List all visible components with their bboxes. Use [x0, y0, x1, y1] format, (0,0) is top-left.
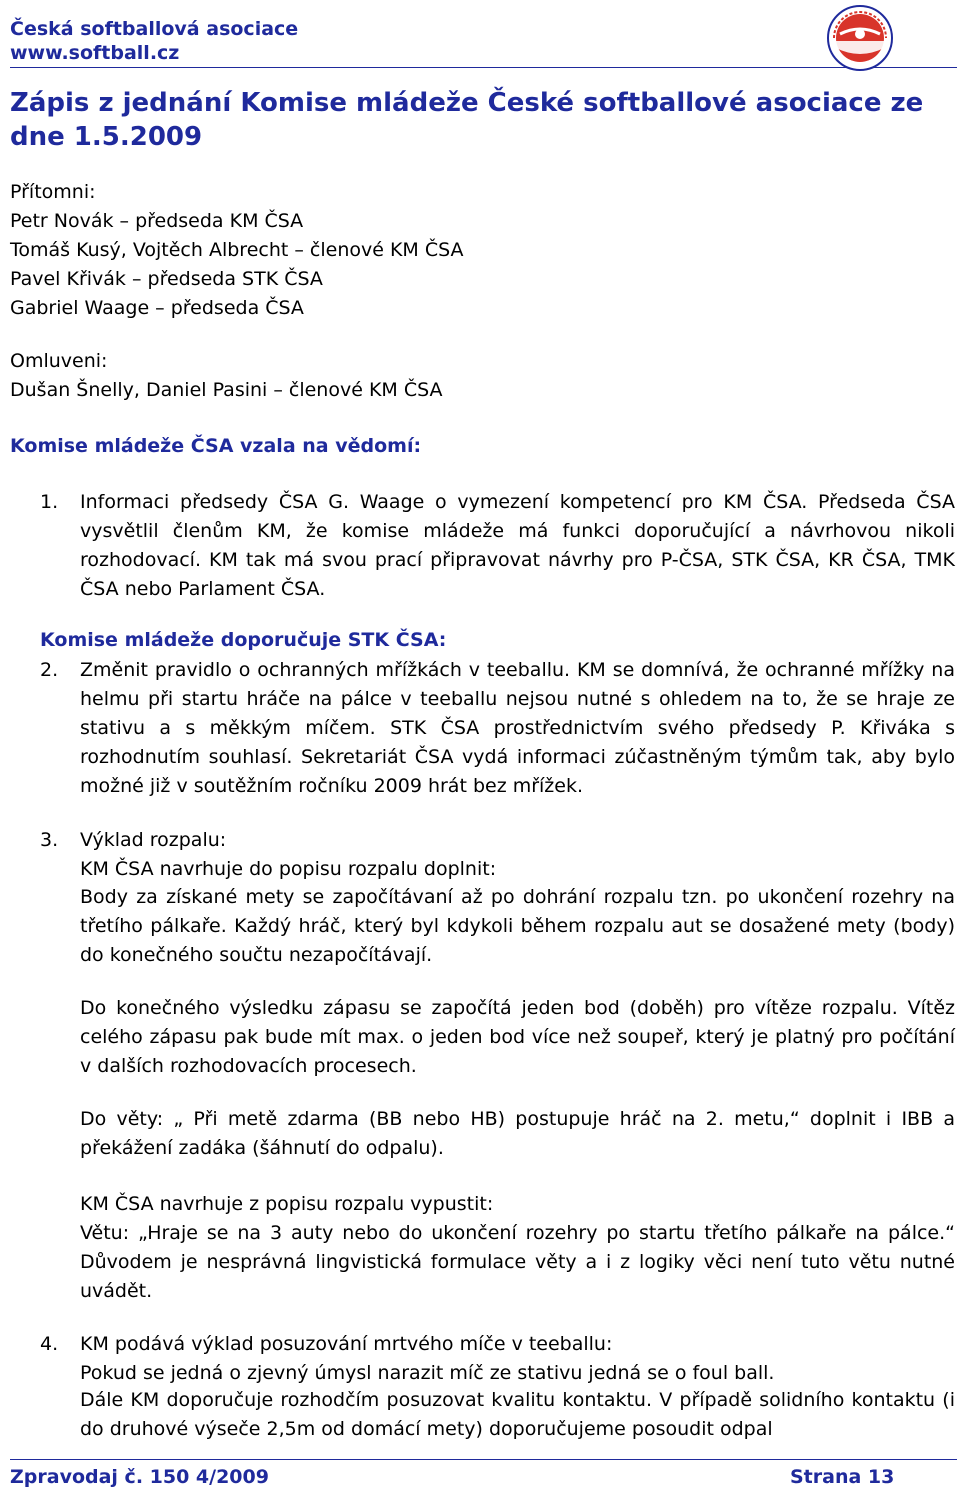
item-paragraph: Dále KM doporučuje rozhodčím posuzovat kvalitu kontaktu. V případě solidního kontaktu (i do druhové výseče 2,5m od domácí mety) doporučujeme posoudit odpal	[80, 1389, 955, 1440]
document-title: Zápis z jednání Komise mládeže České softballové asociace ze dne 1.5.2009	[10, 88, 924, 152]
item-intro: KM ČSA navrhuje z popisu rozpalu vypustit:	[80, 1193, 494, 1215]
footer-page-number: Strana 13	[790, 1466, 895, 1488]
org-name: Česká softballová asociace	[10, 18, 299, 40]
item-title: Výklad rozpalu:	[80, 829, 227, 851]
section-heading-recommend: Komise mládeže doporučuje STK ČSA:	[40, 629, 447, 651]
item-title: KM podává výklad posuzování mrtvého míče v teeballu:	[80, 1333, 613, 1355]
excused-people: Dušan Šnelly, Daniel Pasini – členové KM ČSA	[10, 379, 443, 401]
footer-issue: Zpravodaj č. 150 4/2009	[10, 1466, 269, 1488]
item-paragraph: Do věty: „ Při metě zdarma (BB nebo HB) postupuje hráč na 2. metu,“ doplnit i IBB a překážení zadáka (šáhnutí do odpalu).	[80, 1108, 955, 1159]
header-rule	[10, 67, 957, 68]
item-intro: KM ČSA navrhuje do popisu rozpalu doplnit:	[80, 858, 497, 880]
item-text: Změnit pravidlo o ochranných mřížkách v teeballu. KM se domnívá, že ochranné mřížky na helmu při startu hráče na pálce v teeballu nejsou nutné s ohledem na to, že se hraje ze stativu a s měkkým míčem. STK ČSA prostřednictvím svého předsedy P. Křiváka s rozhodnutím souhlasí. Sekretariát ČSA vydá informaci zúčastněným týmům tak, aby bylo možné již v soutěžním ročníku 2009 hrát bez mřížek.	[80, 659, 955, 797]
item-paragraph: Body za získané mety se započítávaní až po dohrání rozpalu tzn. po ukončení rozehry na třetího pálkaře. Každý hráč, který byl kdykoli během rozpalu aut se dosažené mety (body) do konečného součtu nezapočítávají.	[80, 886, 955, 966]
present-label: Přítomni:	[10, 181, 96, 203]
present-person: Pavel Křivák – předseda STK ČSA	[10, 268, 323, 290]
present-person: Tomáš Kusý, Vojtěch Albrecht – členové KM ČSA	[10, 239, 464, 261]
csa-logo	[826, 4, 894, 72]
item-number: 2.	[40, 659, 59, 681]
item-line: Pokud se jedná o zjevný úmysl narazit míč ze stativu jedná se o foul ball.	[80, 1362, 775, 1384]
section-heading-noted: Komise mládeže ČSA vzala na vědomí:	[10, 435, 422, 457]
present-person: Petr Novák – předseda KM ČSA	[10, 210, 304, 232]
item-number: 1.	[40, 491, 59, 513]
present-person: Gabriel Waage – předseda ČSA	[10, 297, 304, 319]
item-paragraph: Do konečného výsledku zápasu se započítá jeden bod (doběh) pro vítěze rozpalu. Vítěz celého zápasu pak bude mít max. o jeden bod více než soupeř, který je platný pro počítání v dalších rozhodovacích procesech.	[80, 997, 955, 1077]
item-number: 4.	[40, 1333, 59, 1355]
item-number: 3.	[40, 829, 59, 851]
item-paragraph: Větu: „Hraje se na 3 auty nebo do ukončení rozehry po startu třetího pálkaře na pálce.“ Důvodem je nesprávná lingvistická formulace věty a i z logiky věci není tuto větu nutné uvádět.	[80, 1222, 955, 1302]
footer-rule	[10, 1459, 957, 1460]
org-website-link[interactable]: www.softball.cz	[10, 42, 180, 64]
item-text: Informaci předsedy ČSA G. Waage o vymezení kompetencí pro KM ČSA. Předseda ČSA vysvětlil členům KM, že komise mládeže má funkci doporučující a návrhovou nikoli rozhodovací. KM tak má svou prací připravovat návrhy pro P-ČSA, STK ČSA, KR ČSA, TMK ČSA nebo Parlament ČSA.	[80, 491, 955, 600]
excused-label: Omluveni:	[10, 350, 108, 372]
